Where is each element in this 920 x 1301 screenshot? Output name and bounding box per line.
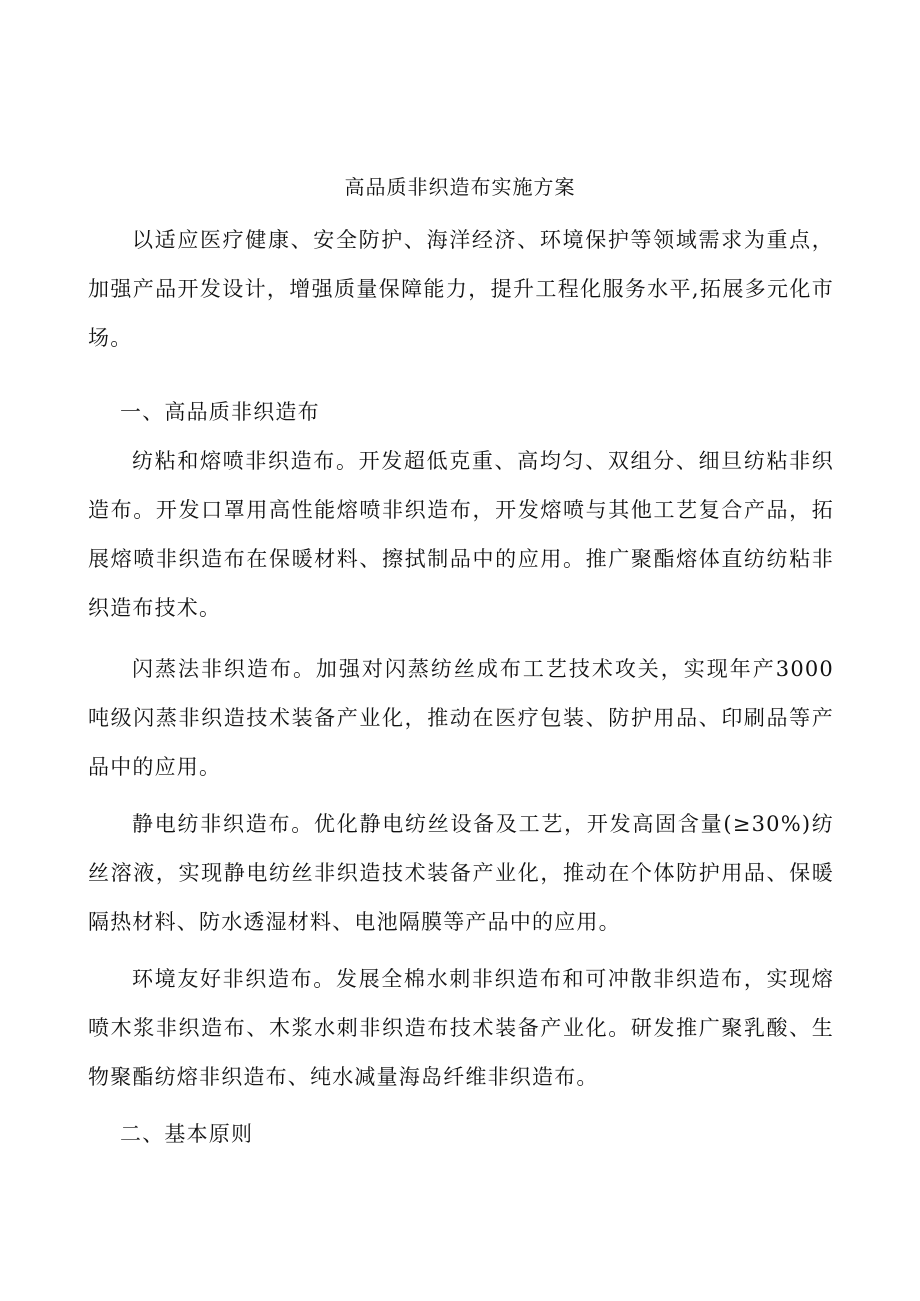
paragraph-spunbond-meltblown: 纺粘和熔喷非织造布。开发超低克重、高均匀、双组分、细旦纺粘非织造布。开发口罩用高性能熔喷非织造布，开发熔喷与其他工艺复合产品，拓展熔喷非织造布在保暖材料、擦拭制品中的应用。推广聚酯熔体直纺纺粘非织造布技术。 xyxy=(88,449,834,620)
paragraph-eco-friendly: 环境友好非织造布。发展全棉水刺非织造布和可冲散非织造布，实现熔喷木浆非织造布、木浆水刺非织造布技术装备产业化。研发推广聚乳酸、生物聚酯纺熔非织造布、纯水减量海岛纤维非织造布。 xyxy=(88,967,834,1089)
intro-paragraph: 以适应医疗健康、安全防护、海洋经济、环境保护等领域需求为重点，加强产品开发设计，增强质量保障能力，提升工程化服务水平,拓展多元化市场。 xyxy=(88,228,834,350)
document-title: 高品质非织造布实施方案 xyxy=(344,175,576,199)
section-heading-2: 二、基本原则 xyxy=(120,1122,254,1146)
paragraph-flash-spinning: 闪蒸法非织造布。加强对闪蒸纺丝成布工艺技术攻关，实现年产3000吨级闪蒸非织造技术装备产业化，推动在医疗包装、防护用品、印刷品等产品中的应用。 xyxy=(88,657,834,779)
section-heading-1: 一、高品质非织造布 xyxy=(120,400,320,424)
paragraph-electrospinning: 静电纺非织造布。优化静电纺丝设备及工艺，开发高固含量(≥30%)纺丝溶液，实现静电纺丝非织造技术装备产业化，推动在个体防护用品、保暖隔热材料、防水透湿材料、电池隔膜等产品中的应用。 xyxy=(88,812,834,934)
